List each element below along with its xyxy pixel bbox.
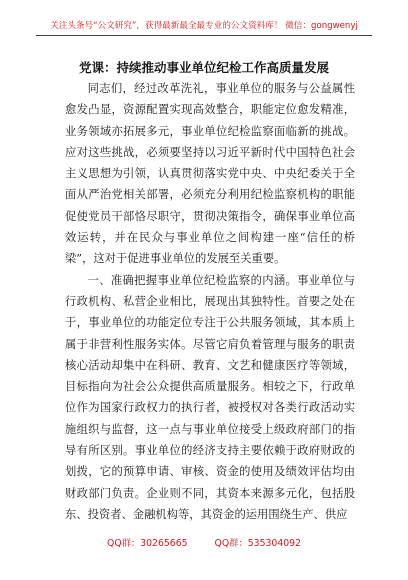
header-notice: 关注头条号“公文研究”，获得最新最全最专业的公文资料库！ 微信：gongwenyj [50, 21, 358, 31]
paragraph: 同志们，经过改革洗礼，事业单位的服务与公益属性愈发凸显，资源配置实现高效整合，职能定位愈发精准，业务领域亦拓展多元，事业单位纪检监察面临新的挑战。应对这些挑战，必须要坚持以习近平新时代中国特色社会主义思想为引领，认真贯彻落实党中央、中央纪委关于全面从严治党相关部署，必须充分利用纪检监察机构的职能促使党员干部恪尽职守，贯彻决策指令，确保事业单位高效运转，并在民众与事业单位之间构建一座“信任的桥梁”，这对于促进事业单位的发展至关重要。 [65, 82, 355, 266]
footer-qq-group-2: QQ群：535304092 [214, 538, 301, 549]
document-body [65, 78, 355, 525]
paragraph: 一、准确把握事业单位纪检监察的内涵。事业单位与行政机构、私营企业相比，展现出其独特性。首要之处在于，事业单位的功能定位专注于公共服务领域，其本质上属于非营利性服务实体。尽管它肩负着管理与服务的职责核心活动却集中在科研、教育、文艺和健康医疗等领域，目标指向为社会公众提供高质量服务。相较之下，行政单位作为国家行政权力的执行者，被授权对各类行政活动实施组织与监督，这一点与事业单位接受上级政府部门的指导有所区别。事业单位的经济支持主要依赖于政府财政的划拨，它的预算申请、审核、资金的使用及绩效评估均由财政部门负责。企业则不同，其资本来源多元化，包括股东、投资者、金融机构等，其资金的运用围绕生产、供应 [65, 273, 355, 521]
header-banner [36, 13, 372, 36]
document-title: 党课：持续推动事业单位纪检工作高质量发展 [78, 60, 329, 75]
footer-qq-group-1: QQ群：30265665 [107, 538, 188, 549]
footer [0, 535, 408, 549]
